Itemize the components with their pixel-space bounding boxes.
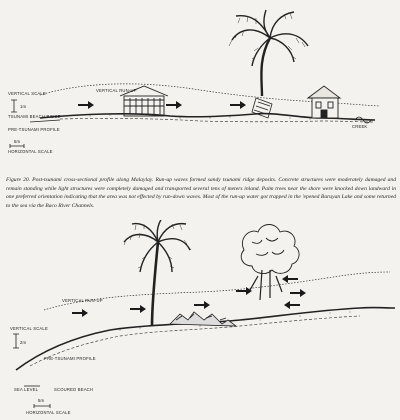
top-profile-diagram (0, 0, 400, 170)
palm-tree-icon (232, 10, 308, 96)
damaged-tree-icon (241, 225, 299, 301)
sea-level-label: SEA LEVEL (14, 387, 39, 392)
scoured-beach-label: SCOURED BEACH (54, 387, 94, 392)
vertical-scale-label: VERTICAL SCALE (8, 91, 46, 96)
scale-1m-label: 1m (20, 104, 27, 109)
bottom-profile-diagram (0, 220, 400, 420)
tsunami-beach-ridge-label: TSUNAMI BEACH RIDGE (8, 114, 61, 119)
debris-icon (252, 98, 272, 118)
concrete-house-icon (308, 86, 340, 118)
horizontal-scale-label: HORIZONTAL SCALE (8, 149, 53, 154)
scale-5m-label: 5m (14, 139, 21, 144)
runup-arrow-icon (72, 287, 306, 317)
horizontal-scale-label: HORIZONTAL SCALE (26, 410, 71, 415)
palm-tree-icon (124, 220, 190, 326)
runup-arrow-icon (78, 101, 246, 109)
debris-icon (170, 312, 236, 326)
runup-line (44, 272, 390, 310)
creek-label: CREEK (352, 124, 368, 129)
pre-tsunami-profile-label: PRE-TSUNAMI PROFILE (44, 356, 96, 361)
vertical-runup-label: VERTICAL RUN-UP (96, 88, 137, 93)
vertical-scale-label: VERTICAL SCALE (10, 326, 48, 331)
scale-5m-label: 5m (38, 398, 45, 403)
vertical-runup-label: VERTICAL RUN-UP (62, 298, 103, 303)
figure-caption: Figure 20. Post-tsunami cross-sectional profile along Malaylay. Run-up waves formed sandy tsunami ridge deposits. Concrete structures were moderately damaged and remain standing while light structures were completely damaged and transported several tens of meters inland. Palm trees near the shore were knocked down landward in one preferred orientation indicating that the area was not effected by run-down waves. Most of the run-up water got trapped in the 'epened Baruyan Lake and some returned to the sea via the Baco River Channels. (6, 177, 396, 209)
pre-tsunami-profile-label: PRE-TSUNAMI PROFILE (8, 127, 60, 132)
scale-2m-label: 2m (20, 340, 27, 345)
